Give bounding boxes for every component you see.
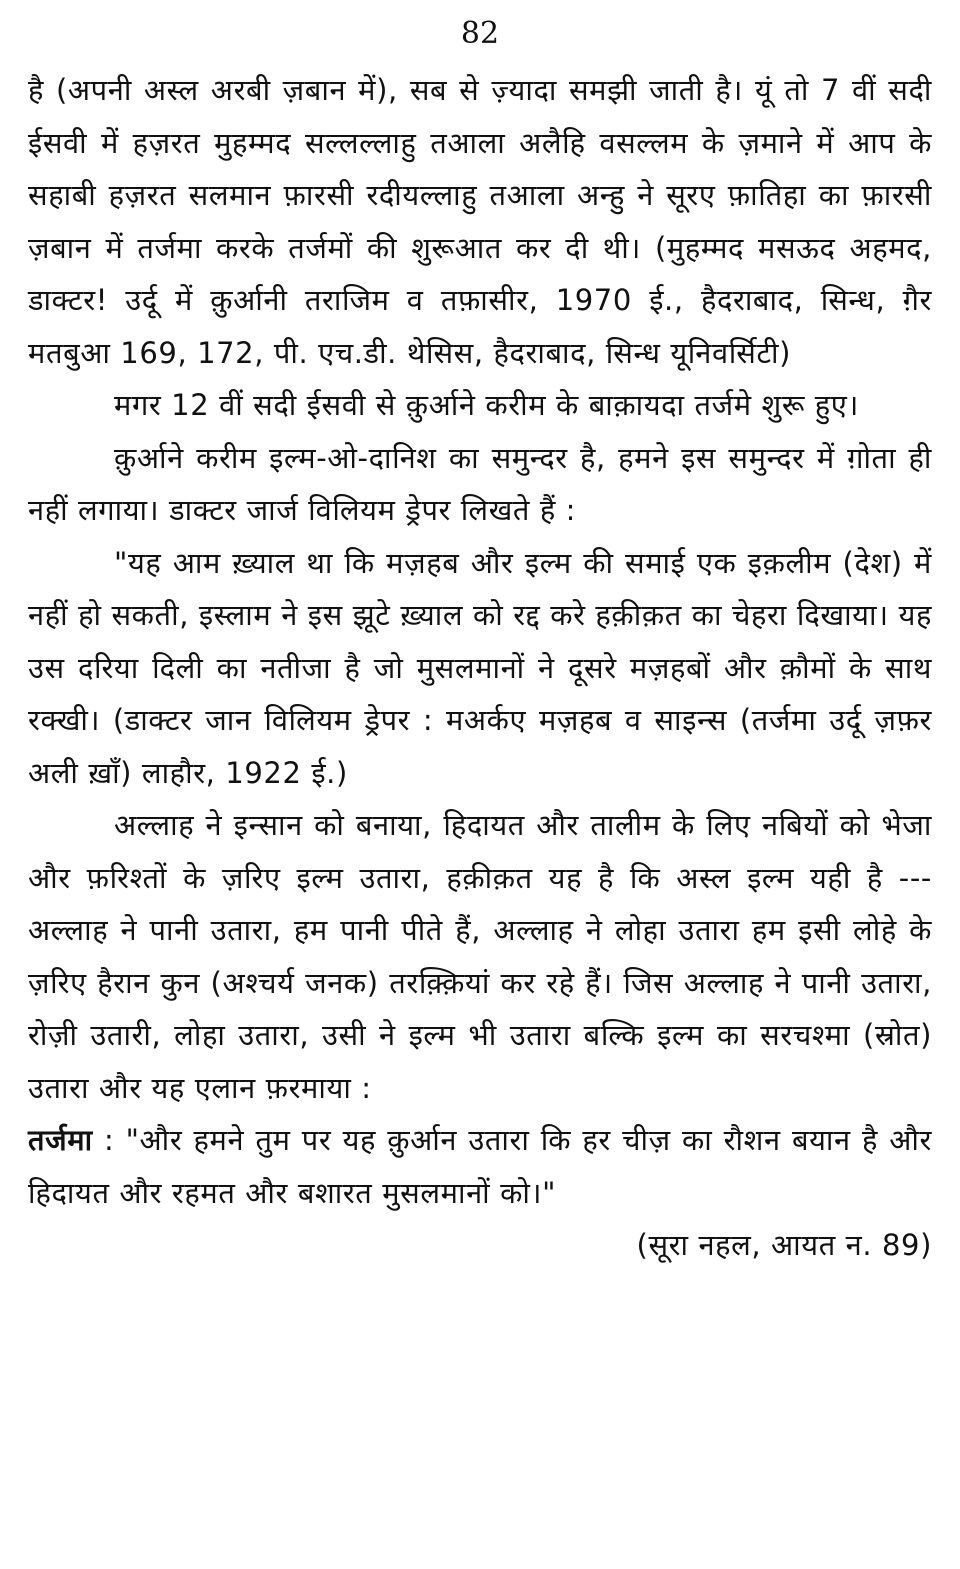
paragraph-translation-history: है (अपनी अस्ल अरबी ज़बान में), सब से ज़्यादा समझी जाती है। यूं तो 7 वीं सदी ईसवी में हज़रत मुहम्मद सल्लल्लाहु तआला अलैहि वसल्लम के ज़माने में आप के सहाबी हज़रत सलमान फ़ारसी रदीयल्लाहु तआला अन्हु ने सूरए फ़ातिहा का फ़ारसी ज़बान में तर्जमा करके तर्जमों की शुरूआत कर दी थी। (मुहम्मद मसऊद अहमद, डाक्टर! उर्दू में क़ुर्आनी तराजिम व तफ़ासीर, 1970 ई., हैदराबाद, सिन्ध, ग़ैर मतबुआ 169, 172, पी. एच.डी. थेसिस, हैदराबाद, सिन्ध यूनिवर्सिटी) xyxy=(28,73,932,370)
page-number: 82 xyxy=(460,16,500,51)
paragraph-ocean-of-knowledge: क़ुर्आने करीम इल्म-ओ-दानिश का समुन्दर है, हमने इस समुन्दर में ग़ोता ही नहीं लगाया। डाक्टर जार्ज विलियम ड्रेपर लिखते हैं : xyxy=(28,440,932,527)
page-body xyxy=(28,64,932,1272)
translation-label: तर्जमा xyxy=(28,1123,93,1157)
paragraph-twelfth-century: मगर 12 वीं सदी ईसवी से क़ुर्आने करीम के बाक़ायदा तर्जमे शुरू हुए। xyxy=(114,388,859,422)
citation-row xyxy=(28,1219,932,1272)
surah-citation: (सूरा नहल, आयत न. 89) xyxy=(636,1228,932,1262)
paragraph-draper-quote: "यह आम ख़्याल था कि मज़हब और इल्म की समाई एक इक़लीम (देश) में नहीं हो सकती, इस्लाम ने इस झूटे ख़्याल को रद्द करे हक़ीक़त का चेहरा दिखाया। यह उस दरिया दिली का नतीजा है जो मुसलमानों ने दूसरे मज़हबों और क़ौमों के साथ रक्खी। (डाक्टर जान विलियम ड्रेपर : मअर्कए मज़हब व साइन्स (तर्जमा उर्दू ज़फ़र अली ख़ाँ) लाहौर, 1922 ई.) xyxy=(28,545,932,790)
translation-text: : "और हमने तुम पर यह क़ुर्आन उतारा कि हर चीज़ का रौशन बयान है और हिदायत और रहमत और बशारत मुसलमानों को।" xyxy=(28,1123,932,1210)
paragraph-allah-sent-down: अल्लाह ने इन्सान को बनाया, हिदायत और तालीम के लिए नबियों को भेजा और फ़रिश्तों के ज़रिए इल्म उतारा, हक़ीक़त यह है कि अस्ल इल्म यही है --- अल्लाह ने पानी उतारा, हम पानी पीते हैं, अल्लाह ने लोहा उतारा हम इसी लोहे के ज़रिए हैरान कुन (अश्चर्य जनक) तरक़्क़ियां कर रहे हैं। जिस अल्लाह ने पानी उतारा, रोज़ी उतारी, लोहा उतारा, उसी ने इल्म भी उतारा बल्कि इल्म का सरचश्मा (स्रोत) उतारा और यह एलान फ़रमाया : xyxy=(28,808,933,1105)
paragraph-translation xyxy=(28,1114,932,1219)
